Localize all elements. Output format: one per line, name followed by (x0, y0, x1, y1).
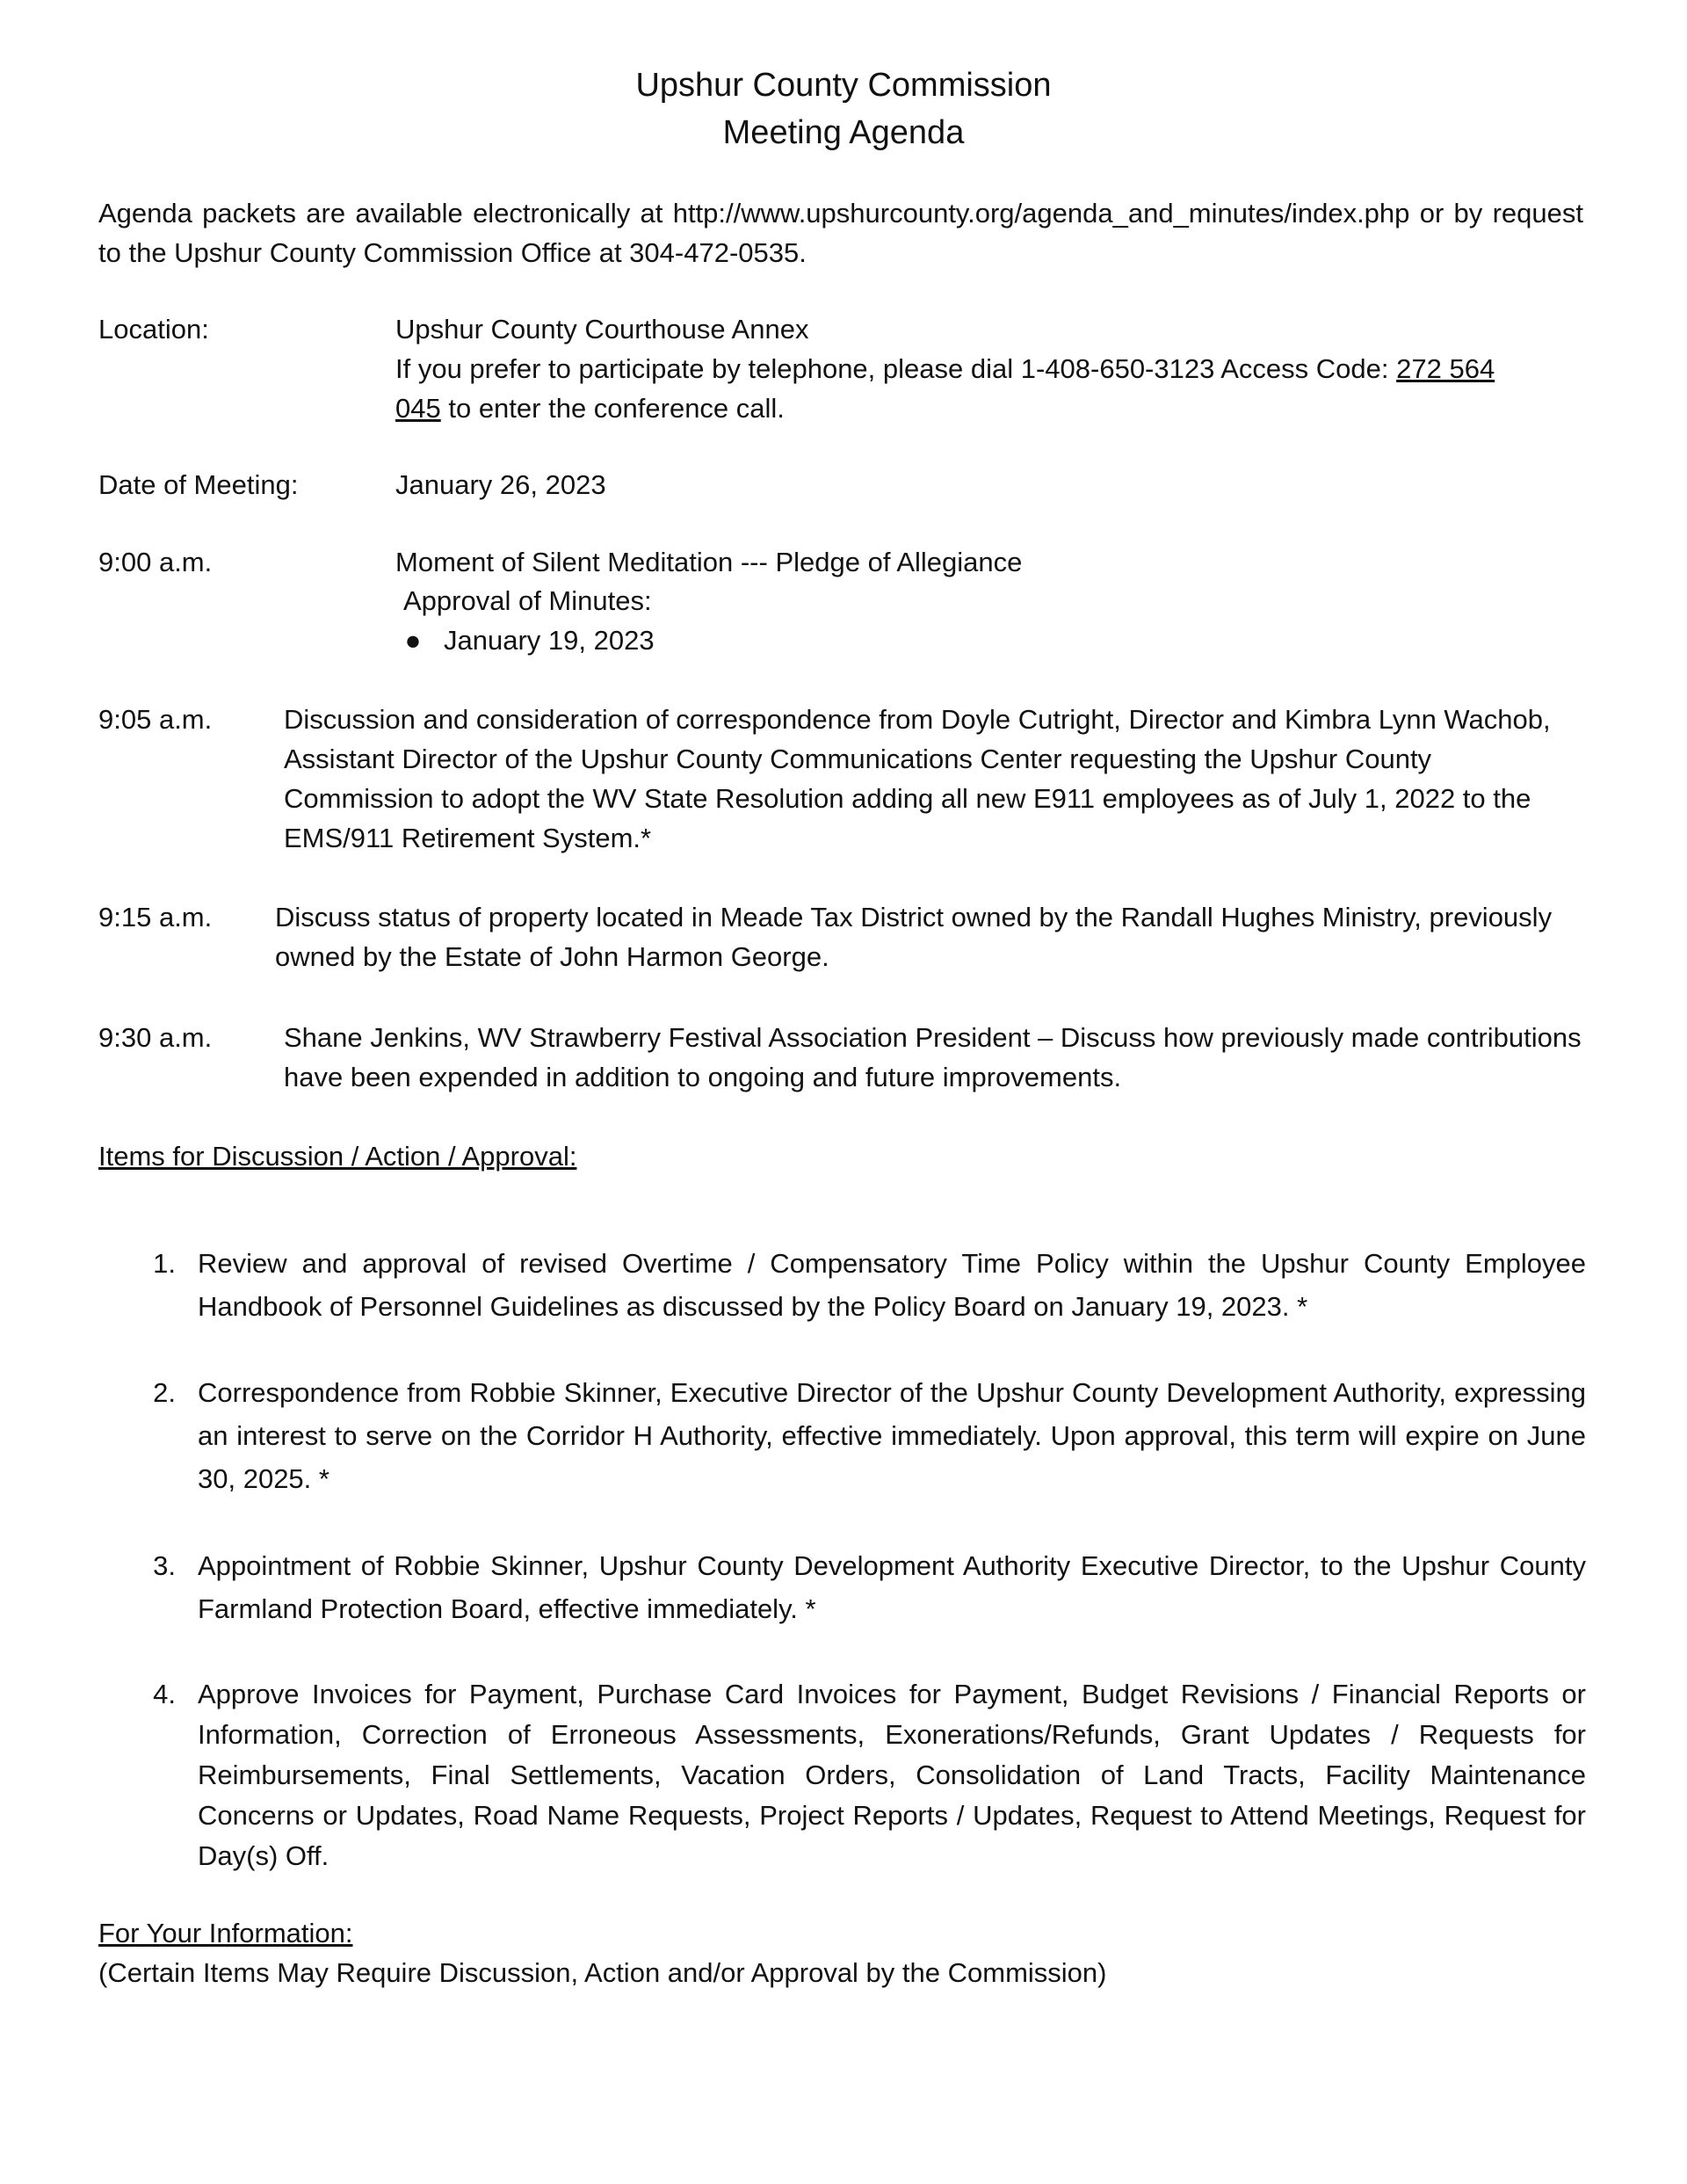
agenda-item-time: 9:05 a.m. (98, 704, 213, 735)
page-subtitle: Meeting Agenda (722, 114, 965, 151)
agenda-item-text: Shane Jenkins, WV Strawberry Festival Association President – Discuss how previously made contributions have been expended in addition to ongoing and future improvements. (284, 1022, 1582, 1092)
agenda-item-text: Discuss status of property located in Meade Tax District owned by the Randall Hughes Ministry, previously owned by the Estate of John Harmon George. (275, 902, 1553, 972)
item-number: 3. (153, 1550, 176, 1581)
access-code-part2: 045 (395, 393, 441, 424)
agenda-item-time: 9:30 a.m. (98, 1022, 213, 1053)
location-label: Location: (98, 314, 209, 345)
location-place: Upshur County Courthouse Annex (395, 314, 809, 345)
minutes-approval-label: Approval of Minutes: (403, 585, 652, 616)
phone-instructions-end: to enter the conference call. (440, 393, 785, 424)
fyi-note: (Certain Items May Require Discussion, Action and/or Approval by the Commission) (98, 1957, 1107, 1988)
item-number: 2. (153, 1377, 176, 1408)
location-phone (395, 349, 1590, 388)
agenda-item-time: 9:15 a.m. (98, 902, 213, 932)
phone-instructions: If you prefer to participate by telephone, please dial 1-408-650-3123 Access Code: (395, 353, 1397, 384)
bullet-icon: ● (404, 625, 422, 656)
intro-paragraph: Agenda packets are available electronically at http://www.upshurcounty.org/agenda_and_minutes/index.php or by request to the Upshur County Commission Office at 304-472-0535. (98, 198, 1583, 268)
minutes-date: January 19, 2023 (444, 625, 655, 656)
agenda-item-text: Discussion and consideration of correspondence from Doyle Cutright, Director and Kimbra Lynn Wachob, Assistant Director of the Upshur County Communications Center requesting the Upshur County Commission to adopt the WV State Resolution adding all new E911 employees as of July 1, 2022 to the EMS/911 Retirement System.* (284, 704, 1551, 853)
item-text: Appointment of Robbie Skinner, Upshur County Development Authority Executive Director, to the Upshur County Farmland Protection Board, effective immediately. * (198, 1550, 1586, 1624)
access-code-part1: 272 564 (1396, 353, 1495, 384)
location-value (395, 309, 1590, 428)
location-phone-cont (395, 388, 1590, 428)
opening-line1: Moment of Silent Meditation --- Pledge of Allegiance (395, 547, 1023, 577)
item-number: 4. (153, 1679, 176, 1709)
item-text: Review and approval of revised Overtime / Compensatory Time Policy within the Upshur County Employee Handbook of Personnel Guidelines as discussed by the Policy Board on January 19, 2023. * (198, 1248, 1586, 1322)
item-text: Approve Invoices for Payment, Purchase Card Invoices for Payment, Budget Revisions / Financial Reports or Information, Correction of Erroneous Assessments, Exonerations/Refunds, Grant Updates / Requests for Reimbursements, Final Settlements, Vacation Orders, Consolidation of Land Tracts, Facility Maintenance Concerns or Updates, Road Name Requests, Project Reports / Updates, Request to Attend Meetings, Request for Day(s) Off. (198, 1679, 1586, 1871)
item-text: Correspondence from Robbie Skinner, Executive Director of the Upshur County Development Authority, expressing an interest to serve on the Corridor H Authority, effective immediately. Upon approval, this term will expire on June 30, 2025. * (198, 1377, 1586, 1494)
item-number: 1. (153, 1248, 176, 1279)
fyi-heading: For Your Information: (98, 1918, 353, 1948)
date-label: Date of Meeting: (98, 469, 299, 500)
date-value: January 26, 2023 (395, 469, 606, 500)
discussion-heading: Items for Discussion / Action / Approval: (98, 1141, 577, 1172)
page-title: Upshur County Commission (635, 67, 1052, 104)
opening-time: 9:00 a.m. (98, 547, 213, 577)
